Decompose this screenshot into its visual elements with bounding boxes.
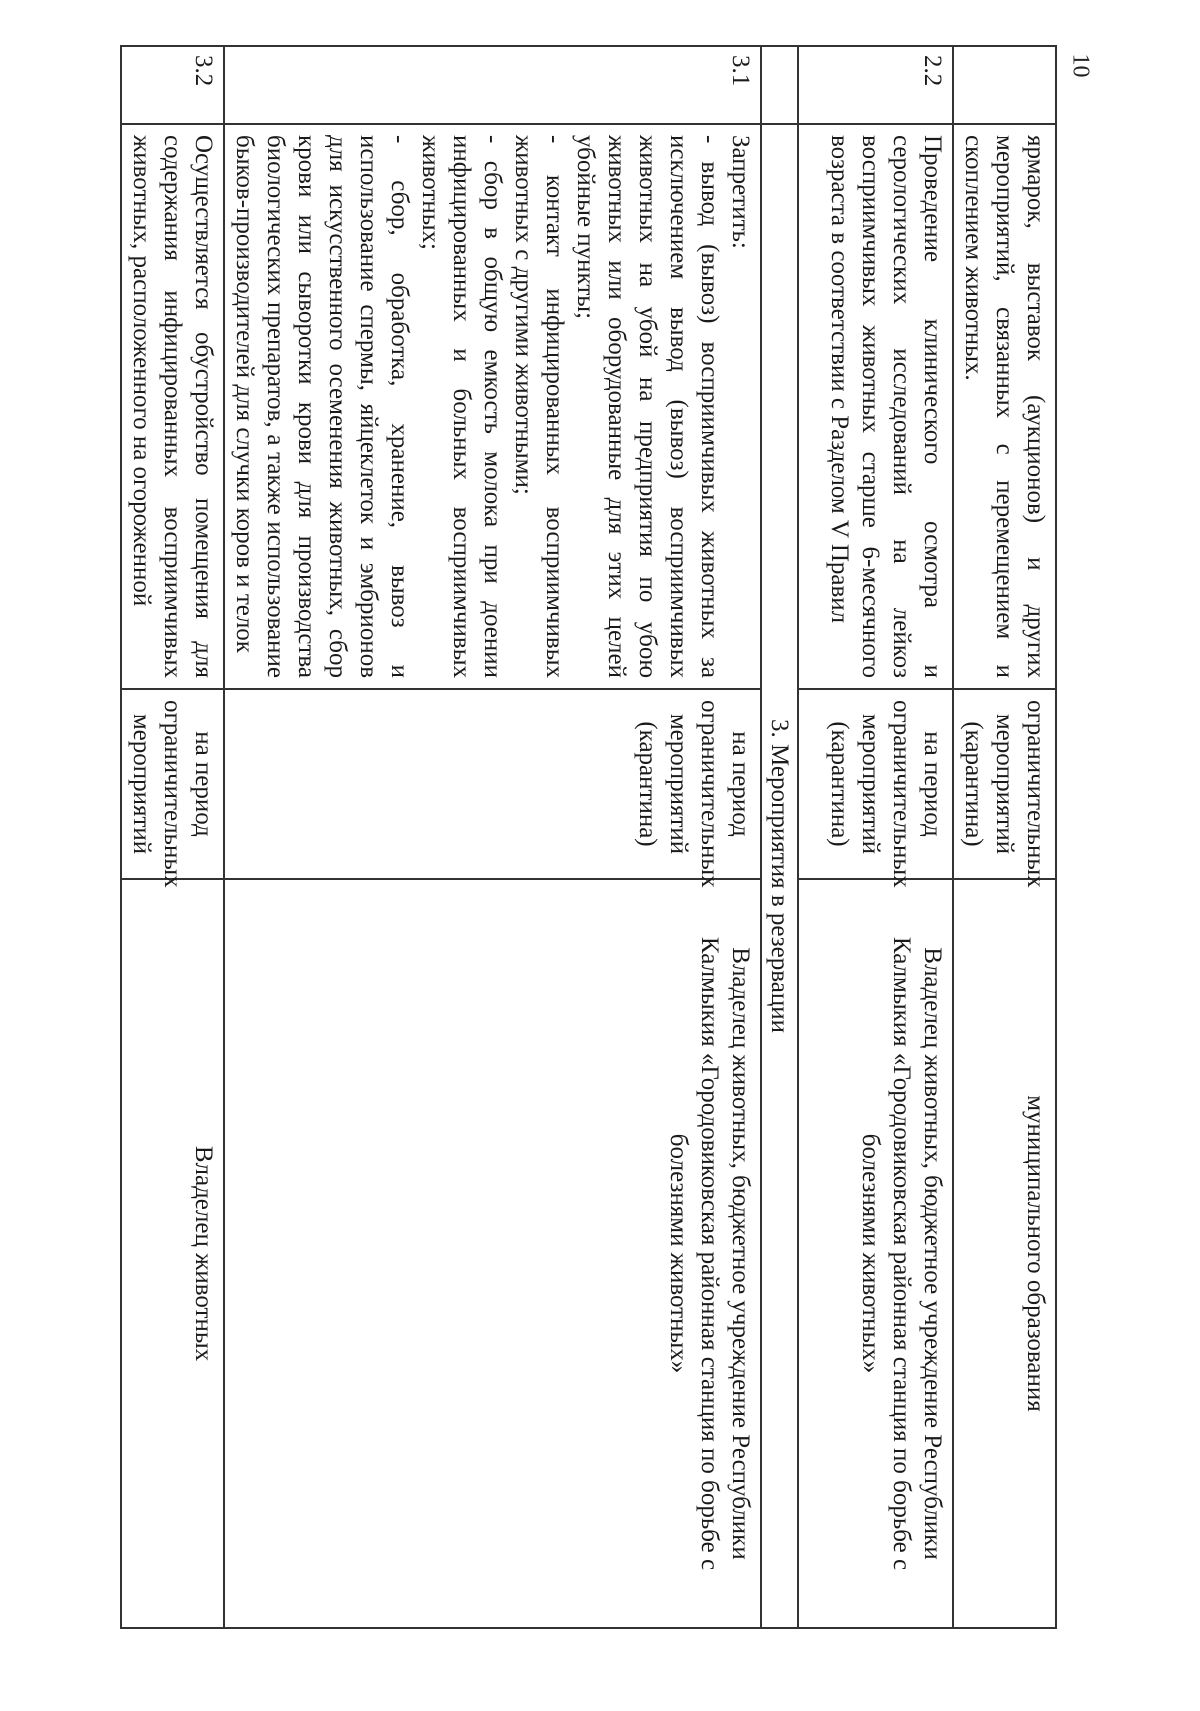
measure-line: - сбор в общую емкость молока при доении инфицированных и больных восприимчивых животных; xyxy=(417,135,506,678)
period-text: на период ограничительных мероприятий xyxy=(121,689,224,879)
measures-table xyxy=(120,45,1057,1629)
row-number: 3.1 xyxy=(224,46,761,124)
measure-text xyxy=(224,124,761,689)
measure-line: - контакт инфицированных восприимчивых животных с другими животными; xyxy=(510,135,568,678)
measure-text: Осуществляется обустройство помещения для содержания инфицированных восприимчивых животных, расположенного на огороженной xyxy=(121,124,224,689)
row-number: 2.2 xyxy=(798,46,953,124)
measure-text: Проведение клинического осмотра и серологических исследований на лейкоз восприимчивых животных старше 6-месячного возраста в соответствии с Разделом V Правил xyxy=(798,124,953,689)
measure-text: ярмарок, выставок (аукционов) и других мероприятий, связанных с перемещением и скоплением животных. xyxy=(953,124,1056,689)
measure-line: - сбор, обработка, хранение, вывоз и использование спермы, яйцеклеток и эмбрионов для искусственного осеменения животных, сбор крови или сыворотки крови для производства биологических препаратов, а также использование быков-производителей для случки коров и телок xyxy=(231,135,413,678)
period-text: ограничительных мероприятий (карантина) xyxy=(953,689,1056,879)
row-number: 3.2 xyxy=(121,46,224,124)
measure-line: Запретить: xyxy=(727,135,754,249)
table-row xyxy=(798,46,953,1628)
responsible-text: муниципального образования xyxy=(953,879,1056,1628)
period-text: на период ограничительных мероприятий (карантина) xyxy=(798,689,953,879)
section-title: 3. Мероприятия в резервации xyxy=(761,124,798,1628)
page-number: 10 xyxy=(1067,53,1094,78)
responsible-text: Владелец животных, бюджетное учреждение Республики Калмыкия «Городовиковская районная станция по борьбе с болезнями животных» xyxy=(224,879,761,1628)
table-row xyxy=(953,46,1056,1628)
measure-line: - вывод (вывоз) восприимчивых животных за исключением вывод (вывоз) восприимчивых животных на убой на предприятия по убою животных или оборудованные для этих целей убойные пункты; xyxy=(572,135,723,678)
table-row xyxy=(121,46,224,1628)
responsible-text: Владелец животных, бюджетное учреждение Республики Калмыкия «Городовиковская районная станция по борьбе с болезнями животных» xyxy=(798,879,953,1628)
period-text: на период ограничительных мероприятий (карантина) xyxy=(224,689,761,879)
rotated-page-content xyxy=(128,45,1057,1627)
row-number xyxy=(953,46,1056,124)
responsible-text: Владелец животных xyxy=(121,879,224,1628)
section-header-row xyxy=(761,46,798,1628)
table-row xyxy=(224,46,761,1628)
